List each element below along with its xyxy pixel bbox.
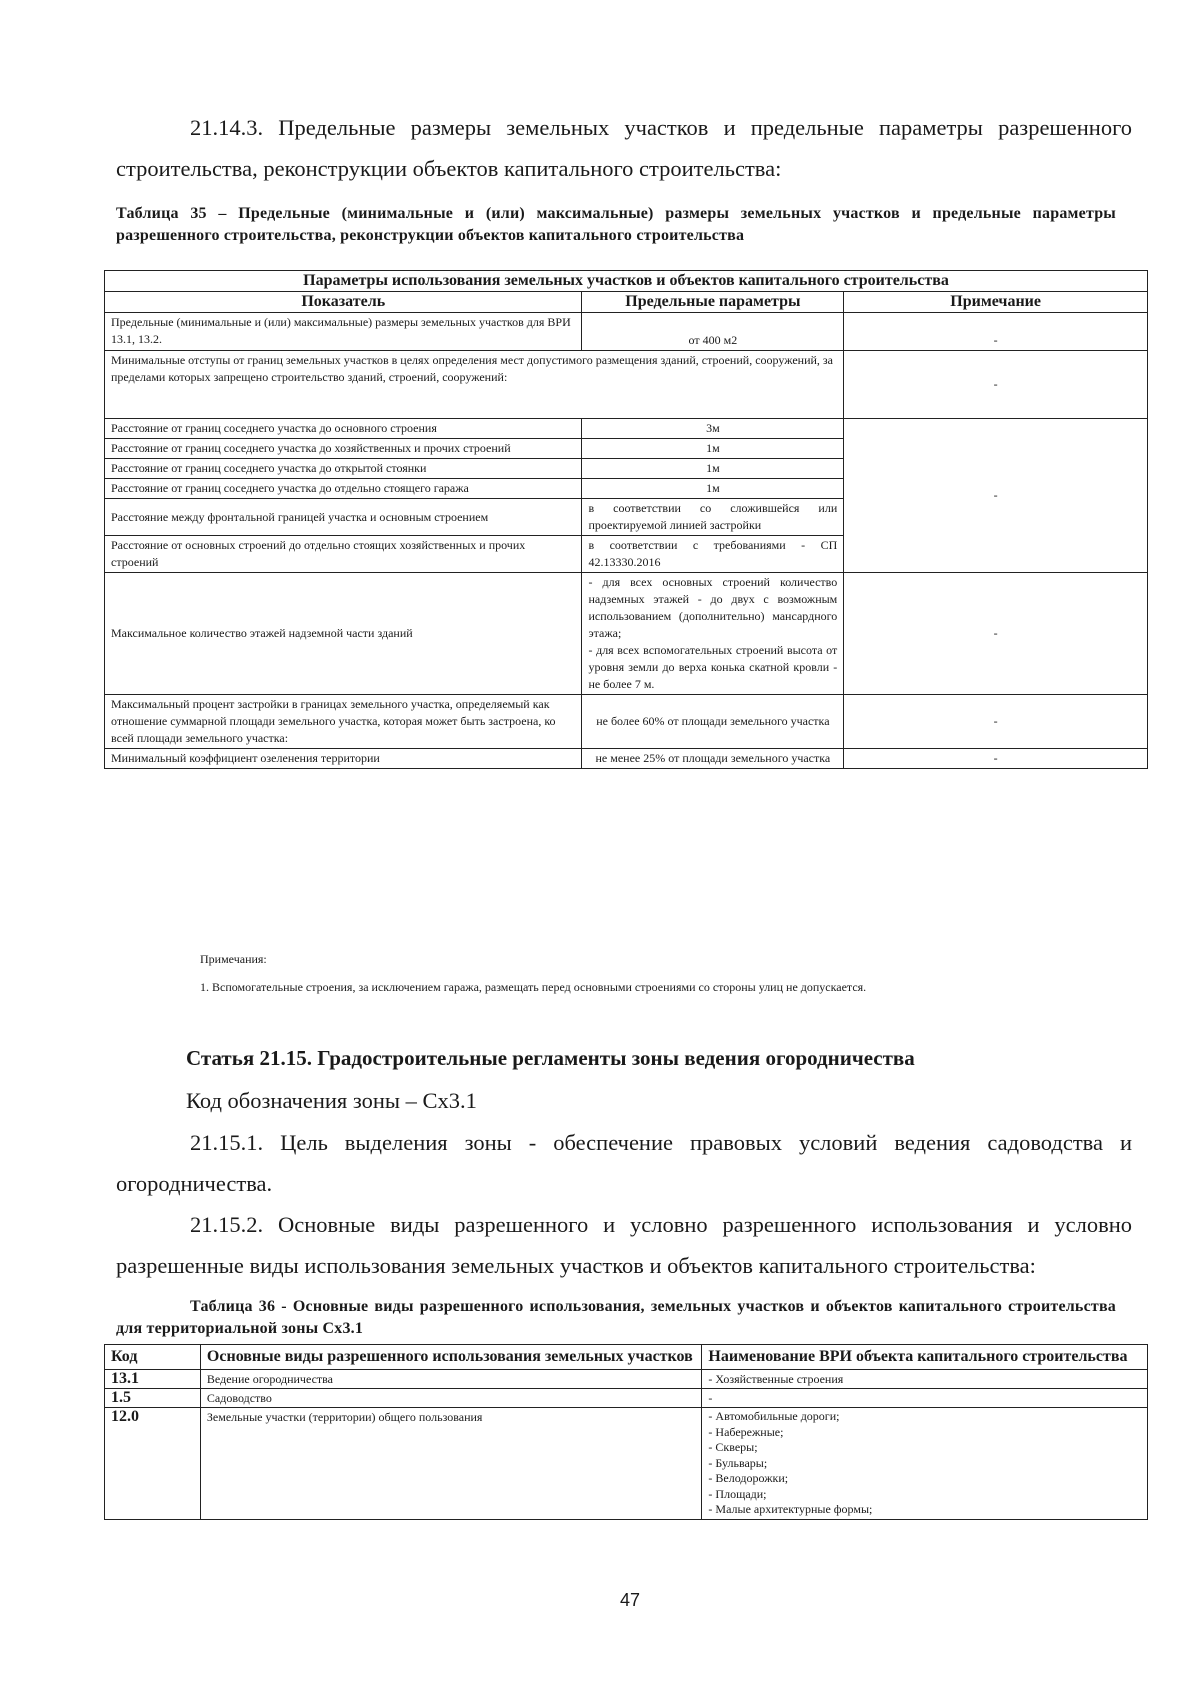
value-cell: не более 60% от площади земельного участка bbox=[582, 695, 844, 749]
indicator-cell: Предельные (минимальные и (или) максимальные) размеры земельных участков для ВРИ 13.1, 13.2. bbox=[105, 313, 582, 351]
code-cell: 13.1 bbox=[105, 1370, 201, 1389]
list-item: - Автомобильные дороги; bbox=[708, 1409, 840, 1423]
objects-cell: - bbox=[702, 1389, 1148, 1408]
indicator-cell: Расстояние между фронтальной границей участка и основным строением bbox=[105, 499, 582, 536]
note-cell: - bbox=[844, 351, 1148, 419]
table-35-header-indicator: Показатель bbox=[105, 292, 582, 313]
table-35-header-note: Примечание bbox=[844, 292, 1148, 313]
table-35-group-header: Параметры использования земельных участков и объектов капитального строительства bbox=[105, 271, 1148, 292]
indicator-cell: Расстояние от основных строений до отдельно стоящих хозяйственных и прочих строений bbox=[105, 536, 582, 573]
table-row bbox=[105, 1370, 1148, 1389]
paragraph-21-14-3: 21.14.3. Предельные размеры земельных участков и предельные параметры разрешенного строительства, реконструкции объектов капитального строительства: bbox=[116, 115, 1132, 181]
value-line-1: - для всех основных строений количество надземных этажей - до двух с возможным использованием (дополнительно) мансардного этажа; bbox=[588, 575, 838, 640]
notes-title: Примечания: bbox=[200, 952, 267, 966]
indicator-cell: Максимальный процент застройки в границах земельного участка, определяемый как отношение суммарной площади земельного участка, которая может быть застроена, ко всей площади земельного участка: bbox=[105, 695, 582, 749]
table-row bbox=[105, 351, 1148, 419]
value-cell: в соответствии с требованиями - СП 42.13330.2016 bbox=[582, 536, 844, 573]
objects-cell bbox=[702, 1408, 1148, 1520]
shared-note-cell: - bbox=[844, 419, 1148, 573]
indicator-cell: Минимальный коэффициент озеленения территории bbox=[105, 749, 582, 769]
table-row bbox=[105, 1389, 1148, 1408]
list-item: - Бульвары; bbox=[708, 1455, 768, 1470]
value-cell: 3м bbox=[582, 419, 844, 439]
code-cell: 1.5 bbox=[105, 1389, 201, 1408]
table-36-caption: Таблица 36 - Основные виды разрешенного использования, земельных участков и объектов капитального строительства для территориальной зоны Сх3.1 bbox=[116, 1298, 1116, 1337]
table-row bbox=[105, 313, 1148, 351]
list-item: - Велодорожки; bbox=[708, 1471, 789, 1485]
notes-item: 1. Вспомогательные строения, за исключением гаража, размещать перед основными строениями со стороны улиц не допускается. bbox=[200, 980, 867, 994]
note-cell: - bbox=[844, 573, 1148, 695]
type-cell: Ведение огородничества bbox=[200, 1370, 702, 1389]
table-36-header-objects: Наименование ВРИ объекта капитального строительства bbox=[702, 1345, 1148, 1370]
indicator-cell: Минимальные отступы от границ земельных участков в целях определения мест допустимого размещения зданий, строений, сооружений, за пределами которых запрещено строительство зданий, строений, сооружений: bbox=[105, 351, 844, 419]
list-item: - Площади; bbox=[708, 1486, 767, 1501]
table-row bbox=[105, 695, 1148, 749]
table-row bbox=[105, 1408, 1148, 1520]
indicator-cell: Расстояние от границ соседнего участка до хозяйственных и прочих строений bbox=[105, 439, 582, 459]
value-cell: 1м bbox=[582, 459, 844, 479]
paragraph-21-15-2: 21.15.2. Основные виды разрешенного и условно разрешенного использования и условно разрешенные виды использования земельных участков и объектов капитального строительства: bbox=[116, 1212, 1132, 1278]
indicator-cell: Максимальное количество этажей надземной части зданий bbox=[105, 573, 582, 695]
indicator-cell: Расстояние от границ соседнего участка до отдельно стоящего гаража bbox=[105, 479, 582, 499]
indicator-cell: Расстояние от границ соседнего участка до основного строения bbox=[105, 419, 582, 439]
table-36-header-code: Код bbox=[105, 1345, 201, 1370]
table-row bbox=[105, 419, 1148, 439]
zone-code: Код обозначения зоны – Сх3.1 bbox=[186, 1088, 477, 1113]
type-cell: Садоводство bbox=[200, 1389, 702, 1408]
note-cell: - bbox=[844, 749, 1148, 769]
note-cell: - bbox=[844, 695, 1148, 749]
value-cell: от 400 м2 bbox=[582, 313, 844, 351]
page-number: 47 bbox=[619, 1590, 641, 1610]
table-35-header-value: Предельные параметры bbox=[582, 292, 844, 313]
paragraph-21-15-1: 21.15.1. Цель выделения зоны - обеспечение правовых условий ведения садоводства и огородничества. bbox=[116, 1130, 1132, 1196]
value-cell: не менее 25% от площади земельного участка bbox=[582, 749, 844, 769]
value-line-2: - для всех вспомогательных строений высота от уровня земли до верха конька скатной кровли - не более 7 м. bbox=[588, 643, 838, 691]
list-item: - Набережные; bbox=[708, 1424, 784, 1439]
value-cell: 1м bbox=[582, 479, 844, 499]
table-36 bbox=[104, 1344, 1148, 1520]
indicator-cell: Расстояние от границ соседнего участка до открытой стоянки bbox=[105, 459, 582, 479]
value-cell: 1м bbox=[582, 439, 844, 459]
objects-cell: - Хозяйственные строения bbox=[702, 1370, 1148, 1389]
list-item: - Скверы; bbox=[708, 1440, 758, 1454]
list-item: - Малые архитектурные формы; bbox=[708, 1502, 873, 1516]
table-35-caption: Таблица 35 – Предельные (минимальные и (или) максимальные) размеры земельных участков и предельные параметры разрешенного строительства, реконструкции объектов капитального строительства bbox=[116, 205, 1116, 244]
value-cell bbox=[582, 573, 844, 695]
type-cell: Земельные участки (территории) общего пользования bbox=[200, 1408, 702, 1520]
table-row bbox=[105, 573, 1148, 695]
article-heading: Статья 21.15. Градостроительные регламенты зоны ведения огородничества bbox=[186, 1046, 915, 1070]
table-row bbox=[105, 749, 1148, 769]
value-cell: в соответствии со сложившейся или проектируемой линией застройки bbox=[582, 499, 844, 536]
table-35 bbox=[104, 270, 1148, 769]
table-36-header-type: Основные виды разрешенного использования земельных участков bbox=[200, 1345, 702, 1370]
code-cell: 12.0 bbox=[105, 1408, 201, 1520]
note-cell: - bbox=[844, 313, 1148, 351]
